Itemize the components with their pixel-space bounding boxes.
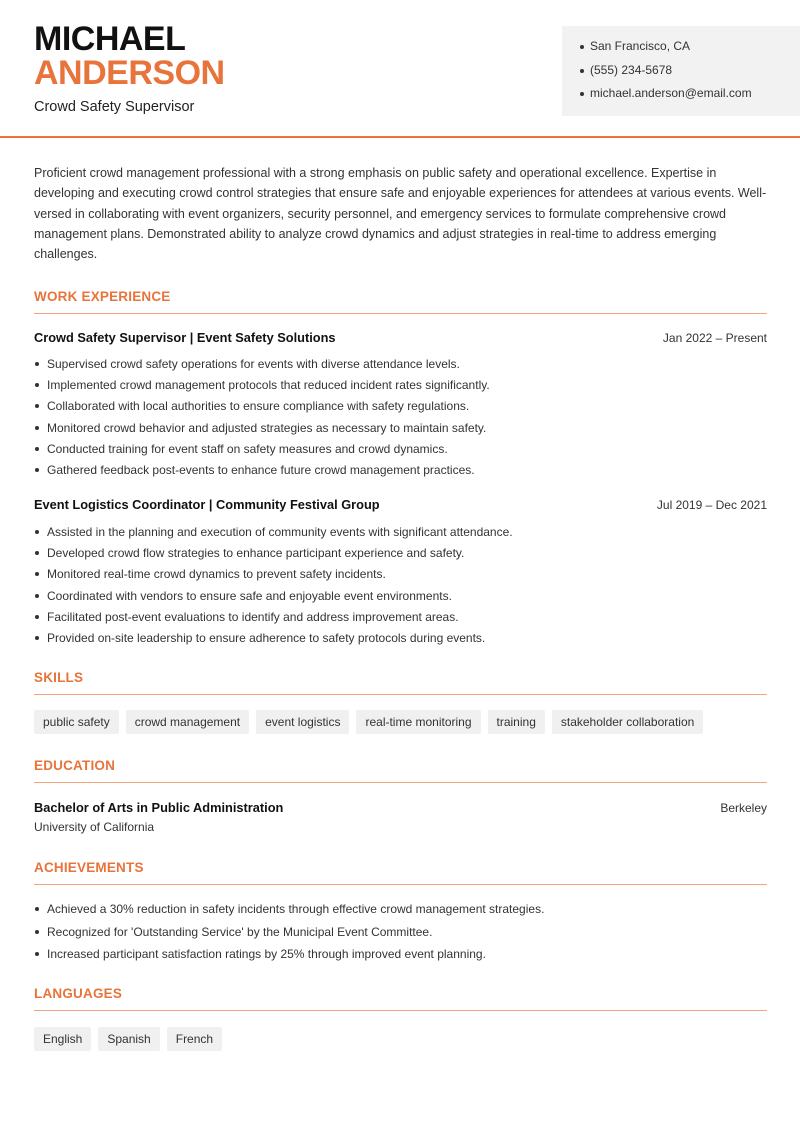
contact-email: michael.anderson@email.com [580,85,800,109]
job-header [34,497,767,512]
languages-list [34,1027,222,1051]
contact-box [562,26,800,116]
skills-list [34,710,703,734]
list-item: Recognized for 'Outstanding Service' by the Municipal Event Committee. [34,924,767,947]
first-name: MICHAEL [34,20,186,58]
school: University of California [34,820,155,834]
language-tag: French [167,1027,222,1051]
job-header [34,330,767,345]
section-title-achievements: ACHIEVEMENTS [34,860,767,885]
job-bullets-1 [34,356,767,483]
contact-location: San Francisco, CA [580,38,800,62]
candidate-name [34,22,225,90]
skill-tag: crowd management [126,710,249,734]
list-item: Assisted in the planning and execution of community events with significant attendance. [34,524,767,545]
list-item: Implemented crowd management protocols that reduced incident rates significantly. [34,377,767,398]
language-tag: English [34,1027,91,1051]
section-title-work: WORK EXPERIENCE [34,289,767,314]
list-item: Provided on-site leadership to ensure adherence to safety protocols during events. [34,630,767,651]
skill-tag: event logistics [256,710,349,734]
skill-tag: public safety [34,710,119,734]
section-title-languages: LANGUAGES [34,986,767,1011]
education-location: Berkeley [720,801,767,815]
last-name: ANDERSON [34,54,225,92]
list-item: Monitored real-time crowd dynamics to prevent safety incidents. [34,566,767,587]
list-item: Supervised crowd safety operations for events with diverse attendance levels. [34,356,767,377]
achievements-list [34,901,767,969]
resume-header [0,0,800,138]
job-bullets-2 [34,524,767,651]
job-title-2: Event Logistics Coordinator | Community Festival Group [34,497,380,512]
list-item: Coordinated with vendors to ensure safe and enjoyable event environments. [34,588,767,609]
section-title-skills: SKILLS [34,670,767,695]
list-item: Increased participant satisfaction ratings by 25% through improved event planning. [34,946,767,969]
skill-tag: real-time monitoring [356,710,480,734]
list-item: Monitored crowd behavior and adjusted strategies as necessary to maintain safety. [34,420,767,441]
section-title-education: EDUCATION [34,758,767,783]
job-title: Crowd Safety Supervisor [34,99,195,115]
list-item: Collaborated with local authorities to ensure compliance with safety regulations. [34,398,767,419]
skill-tag: stakeholder collaboration [552,710,703,734]
degree: Bachelor of Arts in Public Administration [34,800,284,815]
list-item: Developed crowd flow strategies to enhance participant experience and safety. [34,545,767,566]
list-item: Facilitated post-event evaluations to identify and address improvement areas. [34,609,767,630]
job-title-1: Crowd Safety Supervisor | Event Safety Solutions [34,330,336,345]
job-date-2: Jul 2019 – Dec 2021 [656,498,767,512]
list-item: Gathered feedback post-events to enhance future crowd management practices. [34,462,767,483]
contact-phone: (555) 234-5678 [580,62,800,86]
professional-summary: Proficient crowd management professional with a strong emphasis on public safety and operational excellence. Expertise in developing and executing crowd control strategies that ensure safe and enjoyable experiences for attendees at various events. Well-versed in collaborating with event organizers, security personnel, and emergency services to formulate comprehensive crowd management plans. Demonstrated ability to analyze crowd dynamics and adjust strategies in real-time to address emerging challenges. [34,166,767,262]
job-date-1: Jan 2022 – Present [662,331,767,345]
language-tag: Spanish [98,1027,159,1051]
list-item: Conducted training for event staff on safety measures and crowd dynamics. [34,441,767,462]
skill-tag: training [488,710,545,734]
list-item: Achieved a 30% reduction in safety incidents through effective crowd management strategies. [34,901,767,924]
education-entry [34,800,767,834]
